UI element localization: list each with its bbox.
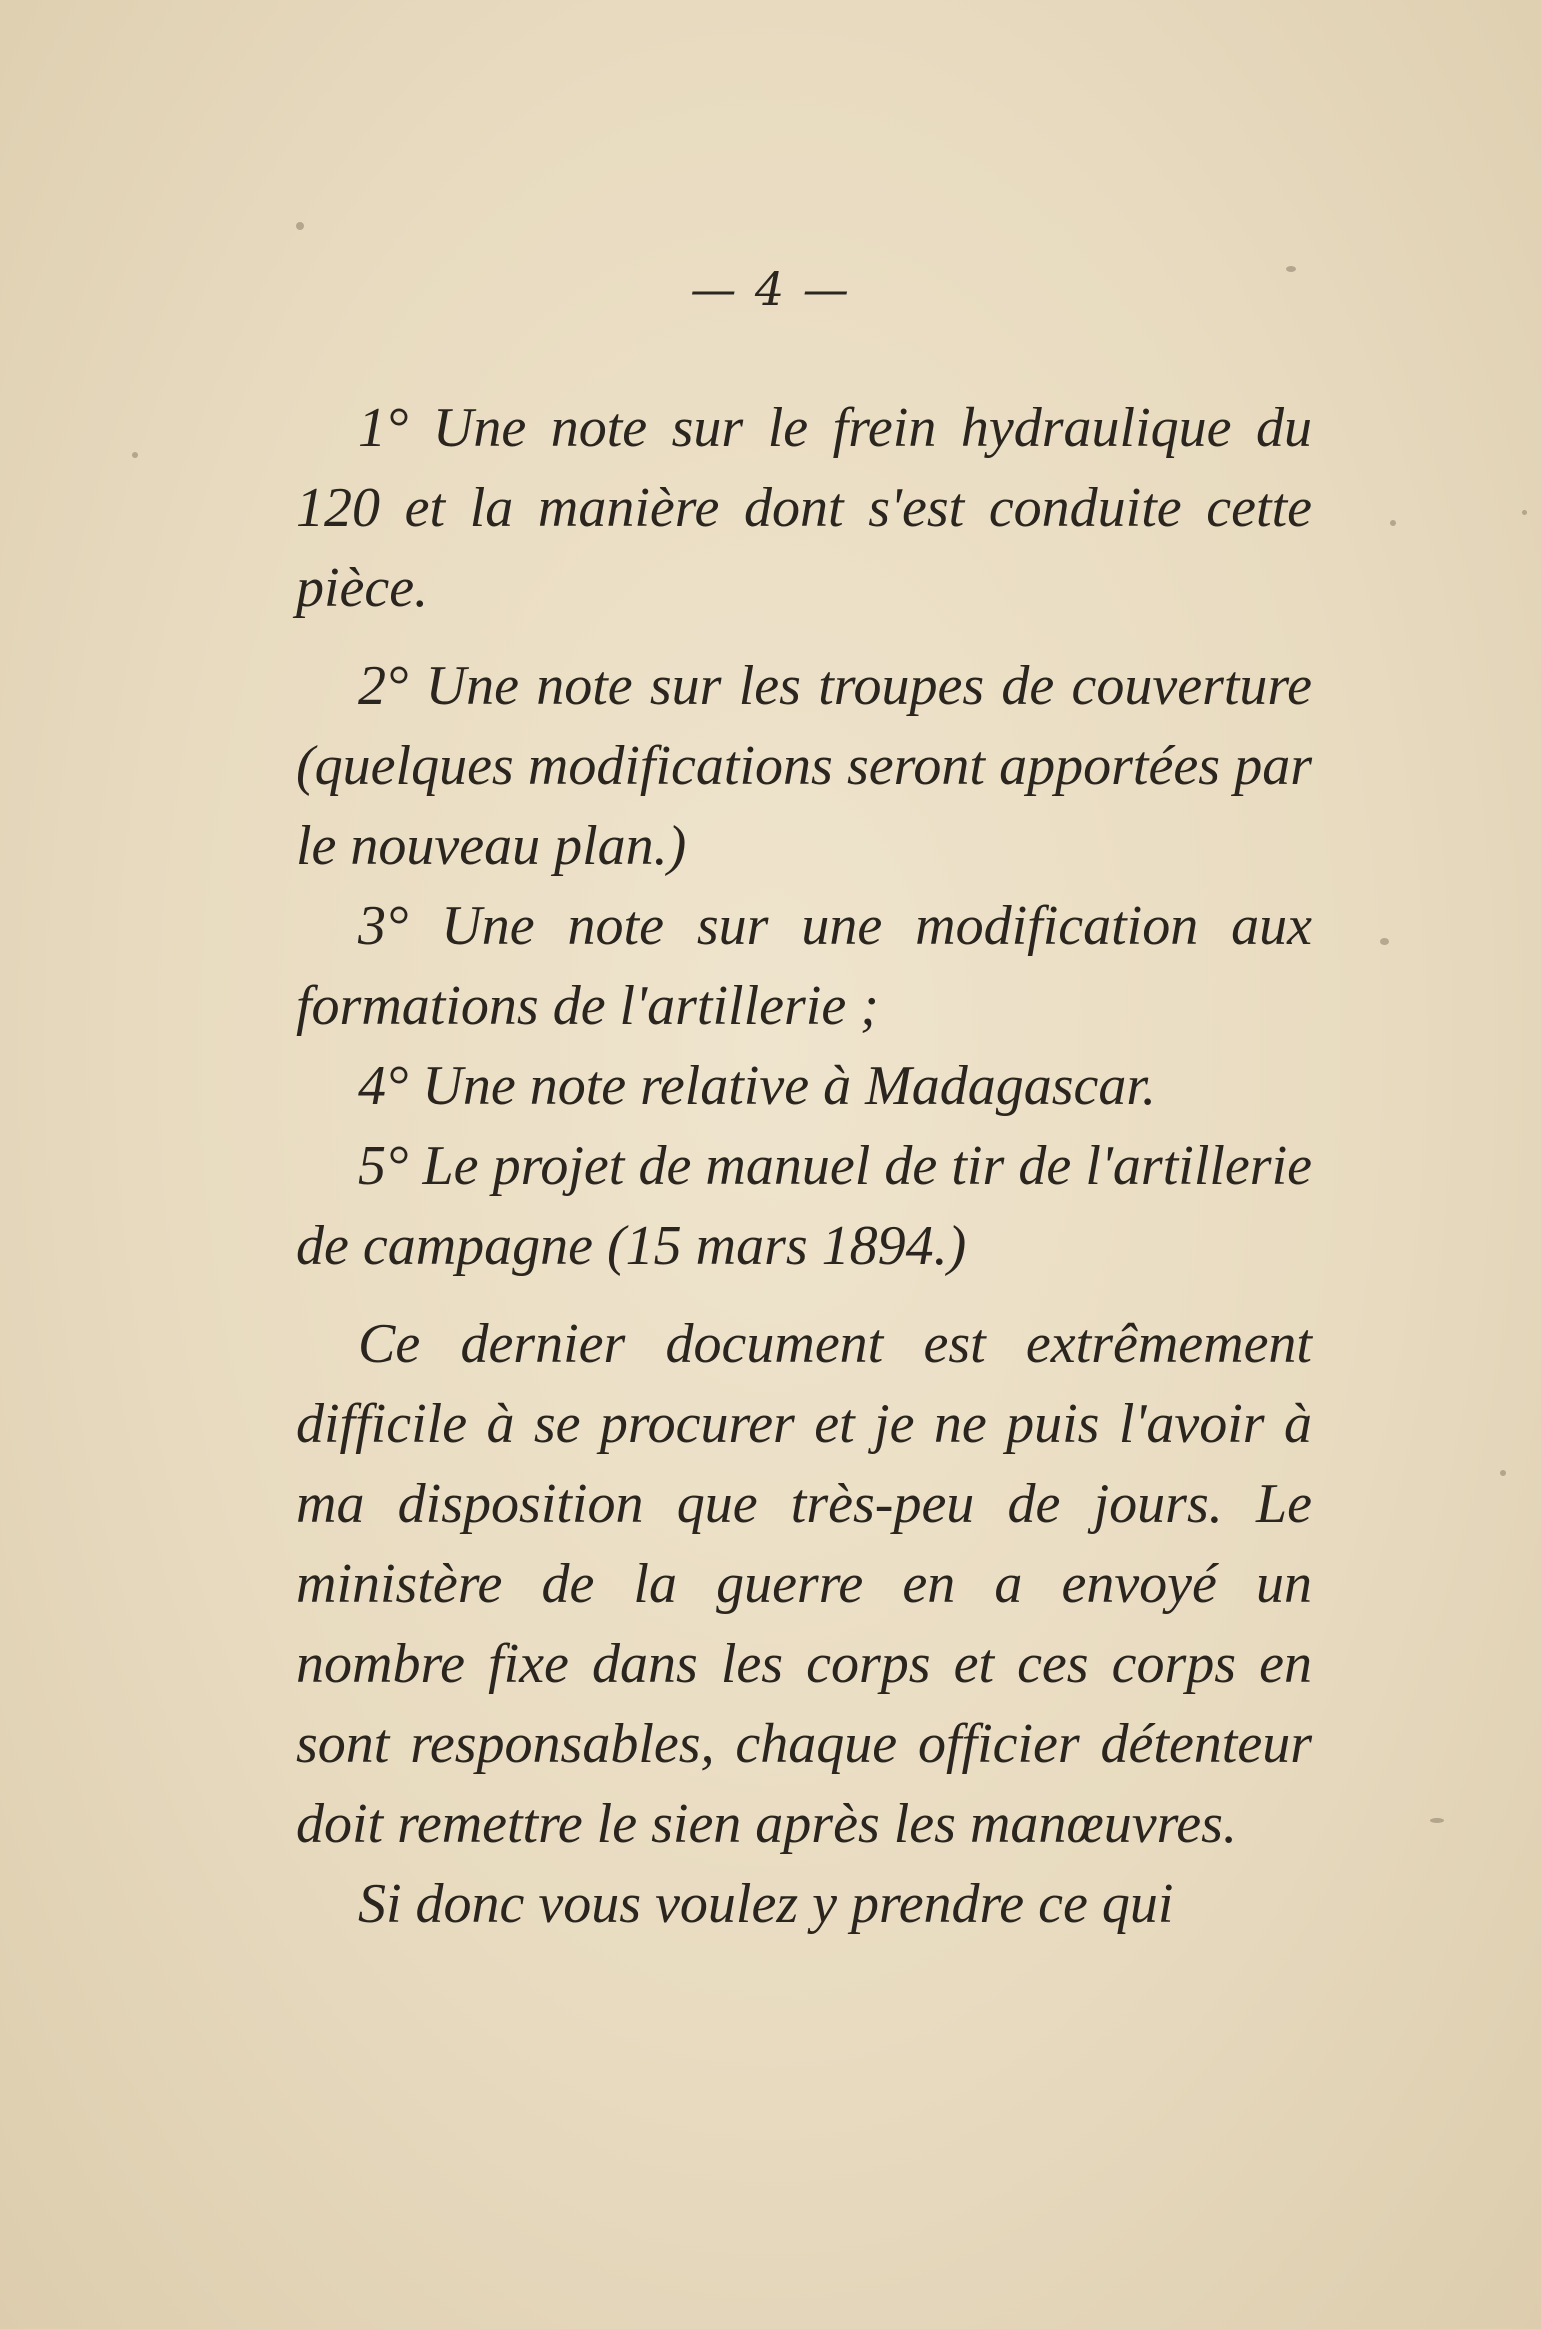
paper-speck	[1430, 1818, 1444, 1823]
page-number: — 4 —	[690, 262, 851, 316]
paragraph-main: Ce dernier document est extrêmement difficile à se procurer et je ne puis l'avoir à ma disposition que très-peu de jours. Le ministère de la guerre en a envoyé un nombre fixe dans les corps et ces corps en sont responsables, chaque officier détenteur doit remettre le sien après les manœuvres.	[296, 1313, 1312, 1855]
list-item-4: 4° Une note relative à Madagascar.	[358, 1055, 1156, 1117]
list-item-5: 5° Le projet de manuel de tir de l'artillerie de campagne (15 mars 1894.)	[296, 1135, 1312, 1277]
paper-speck	[1522, 510, 1527, 515]
body-text	[296, 388, 1312, 1944]
paper-speck	[1500, 1470, 1506, 1476]
paper-speck	[1380, 938, 1389, 945]
paper-speck	[1390, 520, 1396, 526]
list-item-1: 1° Une note sur le frein hydraulique du 120 et la manière dont s'est conduite cette pièce.	[296, 397, 1312, 619]
list-item-2: 2° Une note sur les troupes de couverture (quelques modifications seront apportées par le nouveau plan.)	[296, 655, 1312, 877]
paper-speck	[1286, 266, 1296, 272]
paragraph-final: Si donc vous voulez y prendre ce qui	[358, 1873, 1174, 1935]
paper-speck	[296, 222, 304, 230]
list-item-3: 3° Une note sur une modification aux formations de l'artillerie ;	[296, 895, 1312, 1037]
paper-speck	[132, 452, 138, 458]
